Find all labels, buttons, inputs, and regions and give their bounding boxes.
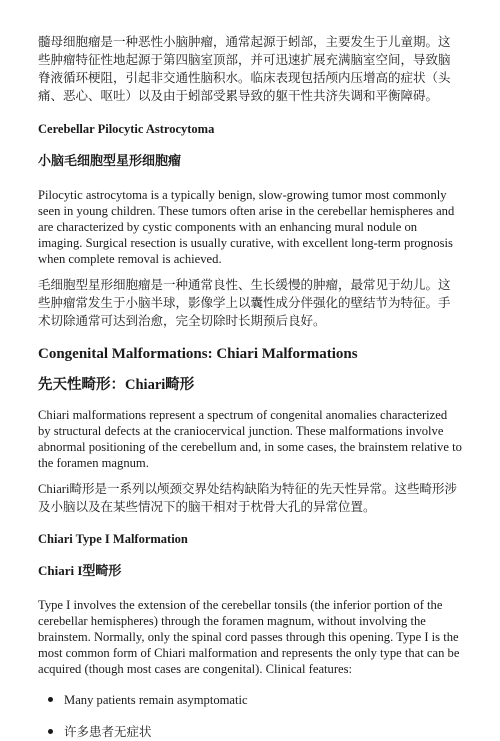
chiari-type1-heading-en: Chiari Type I Malformation — [38, 532, 188, 546]
congenital-heading-zh — [38, 375, 462, 395]
pilocytic-paragraph-zh: 毛细胞型星形细胞瘤是一种通常良性、生长缓慢的肿瘤，最常见于幼儿。这些肿瘤常发生于小脑半球，影像学上以囊性成分伴强化的壁结节为特征。手术切除通常可达到治愈，完全切除时长期预后良好。 — [38, 277, 451, 328]
chiari-type1-heading-zh-suffix: 型畸形 — [82, 564, 122, 579]
congenital-heading-zh-prefix: 先天性畸形： — [38, 377, 125, 393]
congenital-heading-en: Congenital Malformations: Chiari Malformations — [38, 346, 358, 362]
list-item-text: Many patients remain asymptomatic — [64, 693, 248, 707]
bullet-icon — [48, 729, 53, 734]
chiari-paragraph-zh-text: 畸形是一系列以颅颈交界处结构缺陷为特征的先天性异常。这些畸形涉及小脑以及在某些情况下的脑干相对于枕骨大孔的异常位置。 — [38, 481, 457, 514]
list-item — [38, 723, 462, 741]
congenital-heading-zh-suffix: 畸形 — [165, 377, 195, 393]
list-item — [38, 691, 462, 709]
chiari-paragraph-zh-latin: Chiari — [38, 482, 70, 496]
chiari-type1-heading-zh — [38, 562, 462, 581]
chiari-paragraph-zh — [38, 480, 462, 516]
chiari-paragraph-en: Chiari malformations represent a spectrum of congenital anomalies characterized by structural defects at the craniocervical junction. These malformations involve abnormal positioning of the cerebellum and, in some cases, the brainstem relative to the foramen magnum. — [38, 408, 462, 470]
list-item-text: 许多患者无症状 — [64, 724, 152, 739]
chiari-type1-paragraph-en: Type I involves the extension of the cerebellar tonsils (the inferior portion of the cerebellar hemispheres) through the foramen magnum, without involving the brainstem. Normally, only the spinal cord passes through this opening. Type I is the most common form of Chiari malformation and represents the only type that can be acquired (though most cases are congenital). Clinical features: — [38, 598, 460, 676]
chiari-type1-heading-zh-latin: Chiari I — [38, 563, 83, 578]
pilocytic-heading-zh: 小脑毛细胞型星形细胞瘤 — [38, 154, 182, 169]
bullet-icon — [48, 697, 53, 702]
document-page — [38, 0, 462, 741]
congenital-heading-zh-latin: Chiari — [125, 377, 166, 393]
pilocytic-heading-en: Cerebellar Pilocytic Astrocytoma — [38, 122, 215, 136]
medulloblastoma-paragraph-zh: 髓母细胞瘤是一种恶性小脑肿瘤，通常起源于蚓部，主要发生于儿童期。这些肿瘤特征性地起源于第四脑室顶部，并可迅速扩展充满脑室空间，导致脑脊液循环梗阻，引起非交通性脑积水。临床表现包括颅内压增高的症状（头痛、恶心、呕吐）以及由于蚓部受累导致的躯干性共济失调和平衡障碍。 — [38, 34, 451, 103]
pilocytic-paragraph-en: Pilocytic astrocytoma is a typically benign, slow-growing tumor most commonly seen in young children. These tumors often arise in the cerebellar hemispheres and are characterized by cystic components with an enhancing mural nodule on imaging. Surgical resection is usually curative, with excellent long-term prognosis when complete removal is achieved. — [38, 188, 455, 266]
clinical-features-list — [38, 691, 462, 741]
